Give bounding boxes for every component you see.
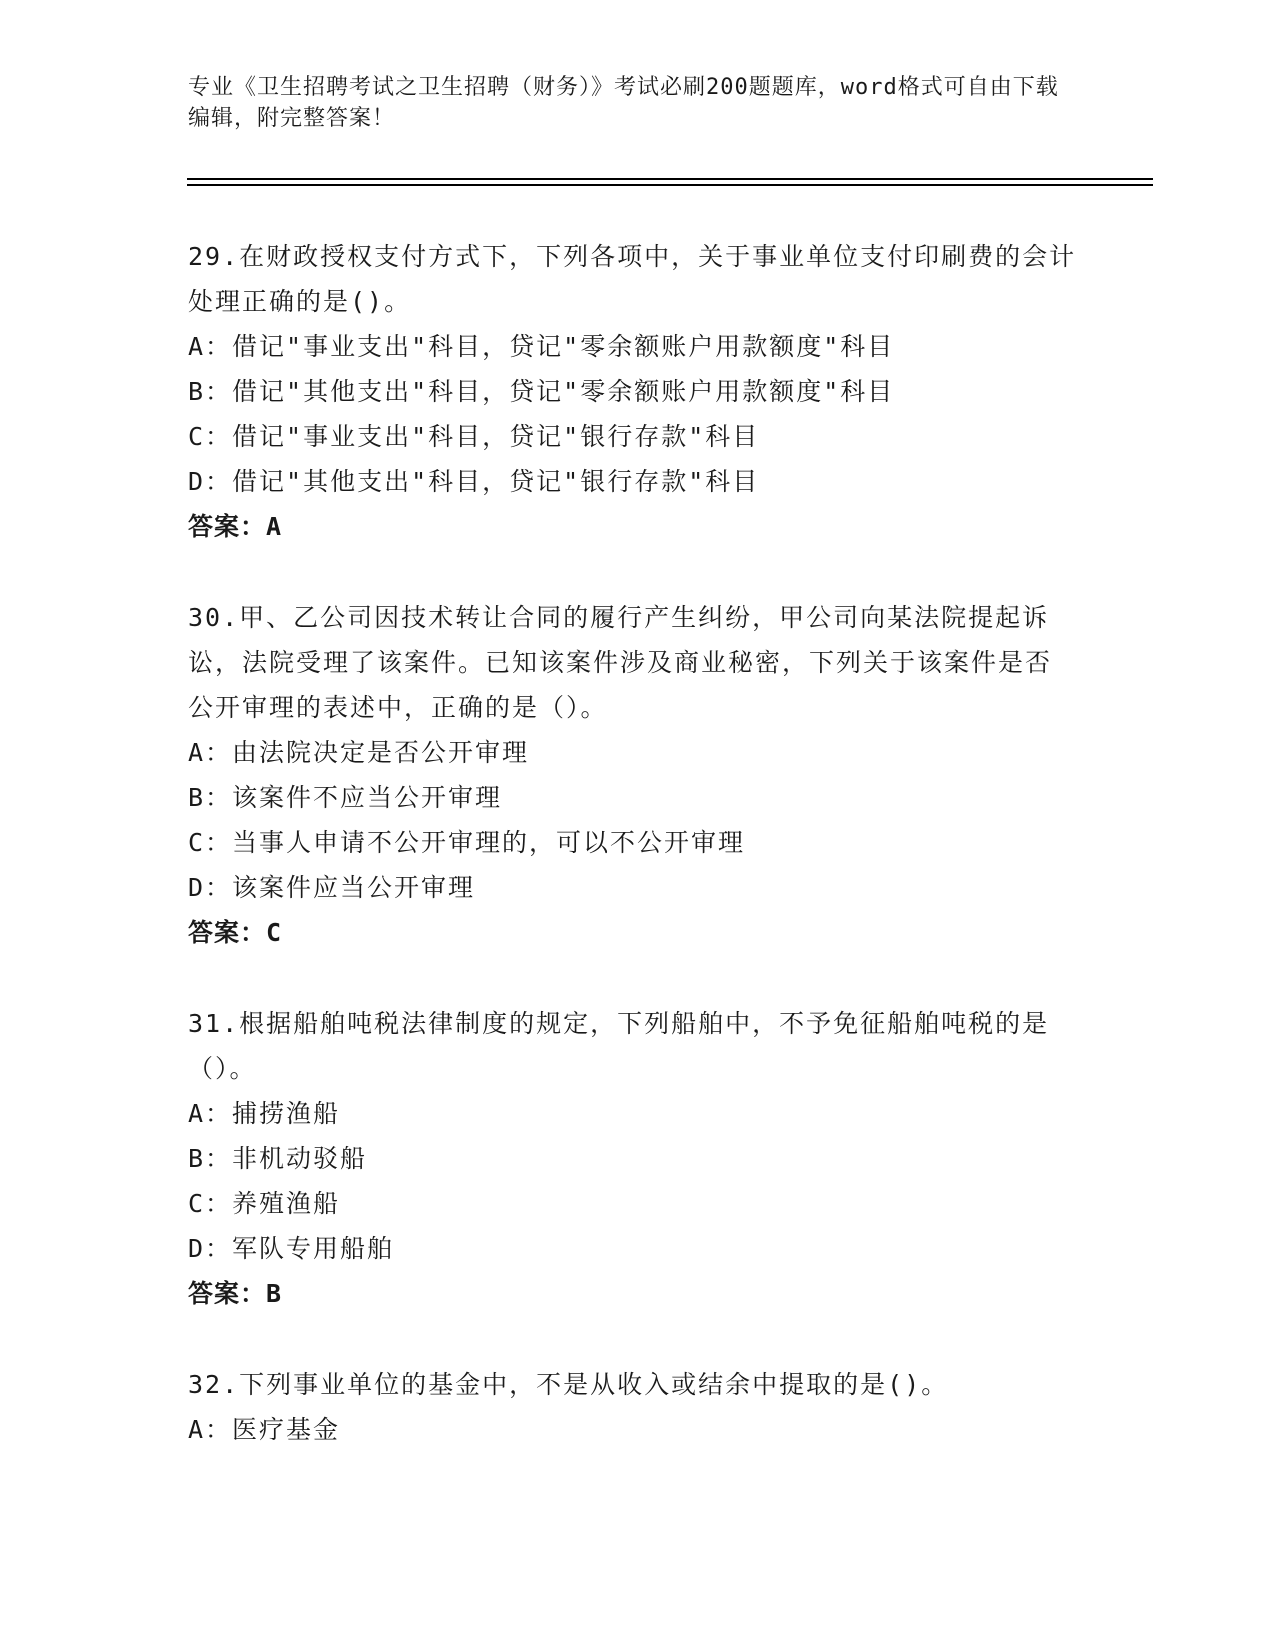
option-b: B：借记"其他支出"科目，贷记"零余额账户用款额度"科目 xyxy=(188,377,895,406)
question-stem: 30.甲、乙公司因技术转让合同的履行产生纠纷，甲公司向某法院提起诉讼，法院受理了该案件。已知该案件涉及商业秘密，下列关于该案件是否公开审理的表述中，正确的是（）。 xyxy=(188,603,1053,722)
option-c: C：养殖渔船 xyxy=(188,1189,341,1218)
question-stem: 29.在财政授权支付方式下，下列各项中，关于事业单位支付印刷费的会计处理正确的是()。 xyxy=(188,242,1077,316)
question-31 xyxy=(188,1001,1088,1316)
option-a: A：医疗基金 xyxy=(188,1415,341,1444)
option-d: D：借记"其他支出"科目，贷记"银行存款"科目 xyxy=(188,467,760,496)
option-a: A：捕捞渔船 xyxy=(188,1099,341,1128)
option-d: D：该案件应当公开审理 xyxy=(188,873,476,902)
answer-line: 答案：C xyxy=(188,918,283,947)
question-stem: 32.下列事业单位的基金中，不是从收入或结余中提取的是()。 xyxy=(188,1370,949,1399)
option-b: B：非机动驳船 xyxy=(188,1144,368,1173)
document-header: 专业《卫生招聘考试之卫生招聘（财务）》考试必刷200题题库，word格式可自由下载编辑，附完整答案！ xyxy=(188,75,1059,131)
option-a: A：由法院决定是否公开审理 xyxy=(188,738,530,767)
option-d: D：军队专用船舶 xyxy=(188,1234,395,1263)
answer-line: 答案：B xyxy=(188,1279,283,1308)
option-c: C：当事人申请不公开审理的，可以不公开审理 xyxy=(188,828,746,857)
question-list xyxy=(188,234,1088,1498)
question-30 xyxy=(188,595,1088,955)
option-c: C：借记"事业支出"科目，贷记"银行存款"科目 xyxy=(188,422,760,451)
header-divider-bottom xyxy=(187,184,1153,186)
option-a: A：借记"事业支出"科目，贷记"零余额账户用款额度"科目 xyxy=(188,332,895,361)
header-divider-top xyxy=(187,178,1153,180)
question-29 xyxy=(188,234,1088,549)
answer-line: 答案：A xyxy=(188,512,283,541)
option-b: B：该案件不应当公开审理 xyxy=(188,783,503,812)
question-32 xyxy=(188,1362,1088,1452)
question-stem: 31.根据船舶吨税法律制度的规定，下列船舶中，不予免征船舶吨税的是（）。 xyxy=(188,1009,1050,1083)
